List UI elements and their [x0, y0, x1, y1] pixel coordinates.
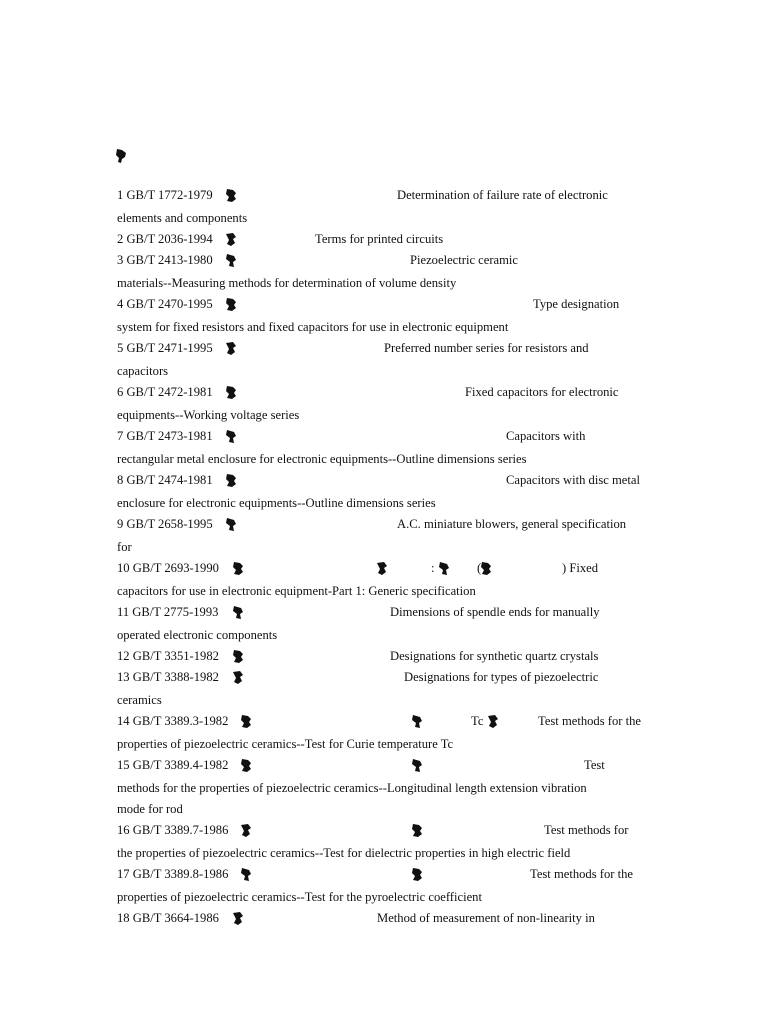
entry-13-continuation: ceramics	[117, 693, 162, 707]
garbled-glyph-icon	[488, 715, 499, 728]
entry-4-english: Type designation	[533, 297, 620, 311]
entry-16-english: Test methods for	[544, 823, 629, 837]
garbled-glyph-icon	[226, 189, 237, 202]
garbled-glyph-icon	[226, 233, 237, 246]
entry-9-title: 9 GB/T 2658-1995	[117, 517, 213, 531]
garbled-glyph-icon	[226, 474, 237, 487]
entry-18-english: Method of measurement of non-linearity in	[377, 911, 595, 925]
entry-14-tc: Tc	[471, 714, 484, 728]
entry-17-continuation: properties of piezoelectric ceramics--Test for the pyroelectric coefficient	[117, 890, 482, 904]
garbled-glyph-icon	[241, 824, 252, 837]
entry-10-title: 10 GB/T 2693-1990	[117, 561, 219, 575]
entry-1-title: 1 GB/T 1772-1979	[117, 188, 213, 202]
entry-17-english: Test methods for the	[530, 867, 633, 881]
garbled-glyph-icon	[226, 254, 237, 267]
entry-14-title: 14 GB/T 3389.3-1982	[117, 714, 229, 728]
entry-2-english: Terms for printed circuits	[315, 232, 444, 246]
garbled-glyph-icon	[226, 386, 237, 399]
garbled-glyph-icon	[377, 562, 388, 575]
garbled-glyph-icon	[226, 342, 237, 355]
entry-3-english: Piezoelectric ceramic	[410, 253, 519, 267]
entry-14-continuation: properties of piezoelectric ceramics--Test for Curie temperature Tc	[117, 737, 454, 751]
entry-8-title: 8 GB/T 2474-1981	[117, 473, 213, 487]
entry-1-english: Determination of failure rate of electronic	[397, 188, 608, 202]
entry-2-title: 2 GB/T 2036-1994	[117, 232, 213, 246]
garbled-glyph-icon	[226, 430, 237, 443]
garbled-glyph-icon	[226, 518, 237, 531]
entry-9-english: A.C. miniature blowers, general specification	[397, 517, 627, 531]
entry-11-title: 11 GB/T 2775-1993	[117, 605, 219, 619]
garbled-glyph-icon	[241, 759, 252, 772]
garbled-glyph-icon	[226, 298, 237, 311]
entry-15-continuation-2: mode for rod	[117, 802, 183, 816]
entry-12-title: 12 GB/T 3351-1982	[117, 649, 219, 663]
entry-8-english: Capacitors with disc metal	[506, 473, 640, 487]
entry-7-title: 7 GB/T 2473-1981	[117, 429, 213, 443]
garbled-glyph-icon	[412, 868, 423, 881]
entry-10-english: ) Fixed	[562, 561, 599, 575]
entry-16-title: 16 GB/T 3389.7-1986	[117, 823, 229, 837]
entry-5-continuation: capacitors	[117, 364, 169, 378]
entry-10-continuation: capacitors for use in electronic equipment-Part 1: Generic specification	[117, 584, 476, 598]
entry-11-continuation: operated electronic components	[117, 628, 278, 642]
garbled-glyph-icon	[233, 606, 244, 619]
entry-6-title: 6 GB/T 2472-1981	[117, 385, 213, 399]
entry-11-english: Dimensions of spendle ends for manually	[390, 605, 600, 619]
garbled-glyph-icon	[481, 562, 492, 575]
entry-7-continuation: rectangular metal enclosure for electronic equipments--Outline dimensions series	[117, 452, 527, 466]
entry-12-english: Designations for synthetic quartz crystals	[390, 649, 599, 663]
entry-17-title: 17 GB/T 3389.8-1986	[117, 867, 229, 881]
entry-13-title: 13 GB/T 3388-1982	[117, 670, 219, 684]
entry-14-english: Test methods for the	[538, 714, 641, 728]
entry-6-continuation: equipments--Working voltage series	[117, 408, 300, 422]
garbled-glyph-icon	[116, 149, 127, 163]
garbled-glyph-icon	[412, 824, 423, 837]
entry-5-title: 5 GB/T 2471-1995	[117, 341, 213, 355]
garbled-glyph-icon	[412, 715, 423, 728]
entry-16-continuation: the properties of piezoelectric ceramics--Test for dielectric properties in high electric field	[117, 846, 571, 860]
garbled-glyph-icon	[241, 715, 252, 728]
entry-18-title: 18 GB/T 3664-1986	[117, 911, 219, 925]
entry-10-colon: :	[431, 561, 435, 575]
entry-15-english: Test	[584, 758, 605, 772]
entry-9-continuation: for	[117, 540, 132, 554]
entry-8-continuation: enclosure for electronic equipments--Outline dimensions series	[117, 496, 436, 510]
garbled-glyph-icon	[233, 562, 244, 575]
entry-10-paren: (	[477, 561, 482, 575]
entry-13-english: Designations for types of piezoelectric	[404, 670, 599, 684]
entry-15-title: 15 GB/T 3389.4-1982	[117, 758, 229, 772]
entry-5-english: Preferred number series for resistors and	[384, 341, 589, 355]
entry-6-english: Fixed capacitors for electronic	[465, 385, 619, 399]
garbled-glyph-icon	[439, 562, 450, 575]
garbled-glyph-icon	[233, 912, 244, 925]
entry-3-continuation: materials--Measuring methods for determination of volume density	[117, 276, 457, 290]
entry-7-english: Capacitors with	[506, 429, 586, 443]
garbled-glyph-icon	[233, 671, 244, 684]
garbled-glyph-icon	[241, 868, 252, 881]
garbled-glyph-icon	[233, 650, 244, 663]
garbled-glyph-icon	[412, 759, 423, 772]
entry-15-continuation: methods for the properties of piezoelectric ceramics--Longitudinal length extension vibration	[117, 781, 587, 795]
entry-4-continuation: system for fixed resistors and fixed capacitors for use in electronic equipment	[117, 320, 509, 334]
entry-1-continuation: elements and components	[117, 211, 248, 225]
entry-3-title: 3 GB/T 2413-1980	[117, 253, 213, 267]
entry-4-title: 4 GB/T 2470-1995	[117, 297, 213, 311]
